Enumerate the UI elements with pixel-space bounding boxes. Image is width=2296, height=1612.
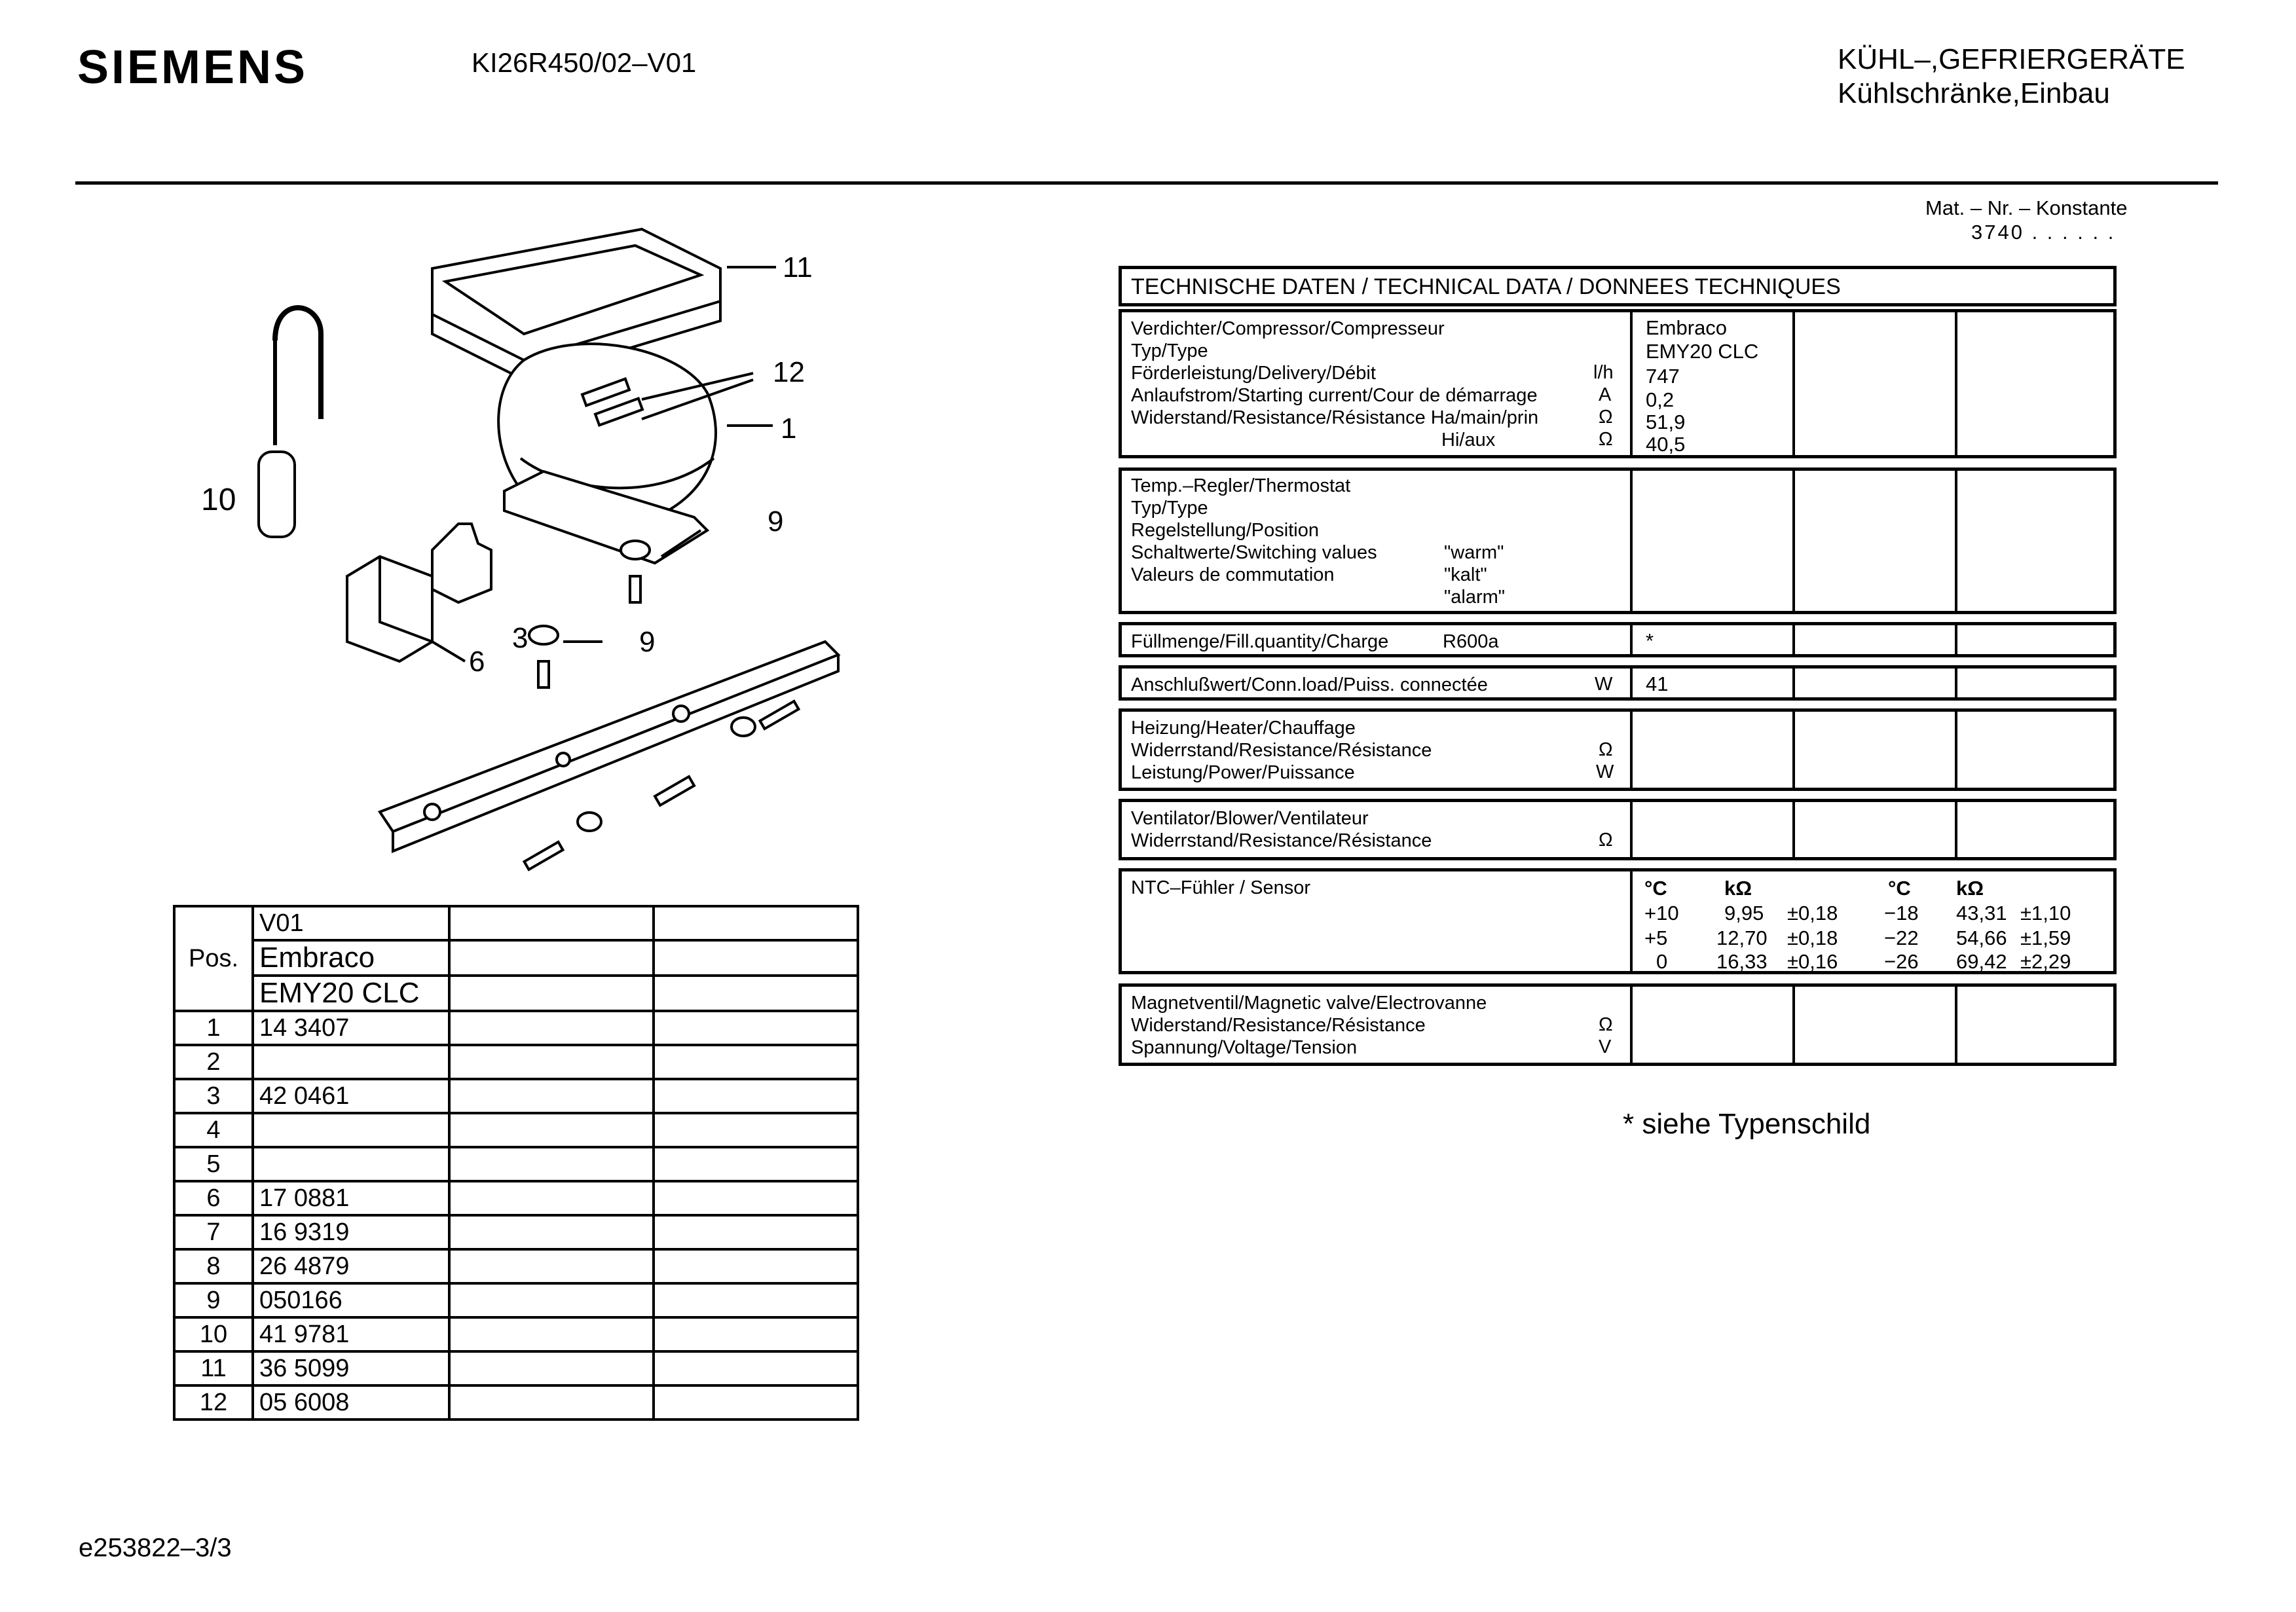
- ntc-cell: +10: [1644, 902, 1679, 925]
- part-number: 42 0461: [253, 1079, 449, 1113]
- unit-label: V: [1599, 1036, 1612, 1057]
- table-row: [174, 1249, 858, 1283]
- thermostat-line: Valeurs de commutation: [1131, 564, 1335, 585]
- mat-value: 3740 . . . . . .: [1971, 221, 2116, 244]
- model-number: KI26R450/02–V01: [472, 47, 697, 78]
- compressor-current: 0,2: [1646, 388, 1675, 411]
- compressor-type: EMY20 CLC: [1646, 340, 1759, 363]
- version-cell: V01: [253, 906, 449, 940]
- compressor-line: Widerstand/Resistance/Résistance Ha/main/prin: [1131, 407, 1539, 428]
- load-label: Anschlußwert/Conn.load/Puiss. connectée: [1131, 674, 1488, 695]
- table-row: [174, 1079, 858, 1113]
- compressor-line: Verdichter/Compressor/Compresseur: [1131, 318, 1445, 339]
- part-number: 41 9781: [253, 1317, 449, 1351]
- ntc-cell: 16,33: [1716, 950, 1768, 973]
- unit-label: Ω: [1599, 830, 1613, 851]
- ntc-cell: −18: [1884, 902, 1919, 925]
- category-subtitle: Kühlschränke,Einbau: [1838, 77, 2110, 109]
- ntc-cell: −26: [1884, 950, 1919, 973]
- part-number: 26 4879: [253, 1249, 449, 1283]
- ntc-cell: ±1,10: [2020, 902, 2071, 925]
- ntc-cell: 43,31: [1956, 902, 2007, 925]
- header-divider: [75, 181, 2218, 185]
- table-row: [174, 1317, 858, 1351]
- category-title: KÜHL–,GEFRIERGERÄTE: [1838, 43, 2185, 75]
- unit-label: Ω: [1599, 1014, 1613, 1035]
- switch-value: "warm": [1444, 542, 1504, 563]
- switch-value: "alarm": [1444, 587, 1506, 608]
- callout-9a: 9: [768, 505, 784, 538]
- pos-cell: 1: [174, 1011, 253, 1045]
- pos-cell: 11: [174, 1351, 253, 1385]
- part-number: 17 0881: [253, 1181, 449, 1215]
- part-number: 36 5099: [253, 1351, 449, 1385]
- compressor-res-aux: 40,5: [1646, 433, 1686, 456]
- load-value: 41: [1646, 672, 1669, 695]
- ntc-cell: 9,95: [1724, 902, 1764, 925]
- part-number: 05 6008: [253, 1385, 449, 1420]
- ntc-header: kΩ: [1724, 877, 1752, 900]
- ntc-header: °C: [1888, 877, 1911, 900]
- ntc-cell: −22: [1884, 926, 1919, 949]
- part-number: 16 9319: [253, 1215, 449, 1249]
- unit-label: A: [1599, 384, 1612, 405]
- compressor-maker: Embraco: [1646, 316, 1728, 339]
- pos-cell: 3: [174, 1079, 253, 1113]
- ntc-header: °C: [1644, 877, 1667, 900]
- tech-data-title-box: [1119, 266, 2117, 306]
- valve-line: Spannung/Voltage/Tension: [1131, 1037, 1358, 1058]
- pos-cell: 9: [174, 1283, 253, 1317]
- table-row: [174, 1147, 858, 1181]
- exploded-parts-diagram: [183, 210, 864, 877]
- ntc-cell: 12,70: [1716, 926, 1768, 949]
- pos-cell: 4: [174, 1113, 253, 1147]
- heater-block: [1119, 708, 2117, 791]
- ntc-block: [1119, 868, 2117, 974]
- pos-header: Pos.: [174, 906, 253, 1011]
- part-number: [253, 1147, 449, 1181]
- pos-cell: 8: [174, 1249, 253, 1283]
- pos-cell: 10: [174, 1317, 253, 1351]
- table-row: [174, 1011, 858, 1045]
- unit-label: Ω: [1599, 429, 1613, 450]
- charge-label: Füllmenge/Fill.quantity/Charge: [1131, 631, 1389, 652]
- pos-cell: 12: [174, 1385, 253, 1420]
- thermostat-block: [1119, 467, 2117, 614]
- part-number: 050166: [253, 1283, 449, 1317]
- ntc-cell: 54,66: [1956, 926, 2007, 949]
- pos-cell: 5: [174, 1147, 253, 1181]
- document-code: e253822–3/3: [79, 1533, 232, 1562]
- ntc-values: [1633, 871, 2115, 971]
- table-row: [174, 1181, 858, 1215]
- unit-label: W: [1595, 674, 1613, 695]
- valve-line: Widerstand/Resistance/Résistance: [1131, 1015, 1426, 1036]
- part-number: 14 3407: [253, 1011, 449, 1045]
- ntc-cell: +5: [1644, 926, 1668, 949]
- unit-label: W: [1596, 761, 1614, 782]
- callout-9b: 9: [639, 626, 656, 658]
- mat-label: Mat. – Nr. – Konstante: [1925, 196, 2128, 219]
- ntc-cell: 0: [1656, 950, 1668, 973]
- pos-cell: 2: [174, 1045, 253, 1079]
- callout-11: 11: [783, 251, 813, 284]
- part-number: [253, 1113, 449, 1147]
- callout-10: 10: [201, 483, 236, 517]
- blower-line: Widerrstand/Resistance/Résistance: [1131, 830, 1432, 851]
- thermostat-line: Regelstellung/Position: [1131, 520, 1319, 541]
- type-cell: EMY20 CLC: [253, 976, 449, 1011]
- thermostat-line: Temp.–Regler/Thermostat: [1131, 475, 1351, 496]
- charge-value: *: [1646, 629, 1654, 652]
- load-block: [1119, 665, 2117, 701]
- heater-line: Heizung/Heater/Chauffage: [1131, 718, 1356, 739]
- heater-line: Widerrstand/Resistance/Résistance: [1131, 740, 1432, 761]
- charge-block: [1119, 622, 2117, 657]
- table-row: [174, 1385, 858, 1420]
- compressor-delivery: 747: [1646, 365, 1680, 388]
- table-row: [174, 1045, 858, 1079]
- ntc-cell: ±0,16: [1787, 950, 1838, 973]
- pos-cell: 6: [174, 1181, 253, 1215]
- ntc-header: kΩ: [1956, 877, 1984, 900]
- pos-cell: 7: [174, 1215, 253, 1249]
- brand-logo: SIEMENS: [77, 41, 308, 94]
- ntc-cell: ±0,18: [1787, 926, 1838, 949]
- parts-table: [173, 905, 859, 1421]
- ntc-cell: ±2,29: [2020, 950, 2071, 973]
- ntc-cell: 69,42: [1956, 950, 2007, 973]
- nameplate-note: * siehe Typenschild: [1623, 1108, 1871, 1140]
- callout-6: 6: [469, 646, 485, 678]
- compressor-line: Typ/Type: [1131, 340, 1208, 361]
- unit-label: Ω: [1599, 739, 1613, 760]
- valve-line: Magnetventil/Magnetic valve/Electrovanne: [1131, 993, 1487, 1014]
- thermostat-line: Schaltwerte/Switching values: [1131, 542, 1377, 563]
- maker-cell: Embraco: [253, 940, 449, 976]
- thermostat-line: Typ/Type: [1131, 498, 1208, 519]
- tech-data-title: TECHNISCHE DATEN / TECHNICAL DATA / DONNEES TECHNIQUES: [1131, 274, 1841, 299]
- blower-line: Ventilator/Blower/Ventilateur: [1131, 808, 1369, 829]
- ntc-label: NTC–Fühler / Sensor: [1131, 877, 1310, 898]
- table-row: [174, 1215, 858, 1249]
- compressor-res-main: 51,9: [1646, 411, 1686, 433]
- unit-label: l/h: [1593, 362, 1614, 383]
- table-row: [174, 1113, 858, 1147]
- table-row: [174, 1283, 858, 1317]
- compressor-block: [1119, 309, 2117, 458]
- callout-1: 1: [781, 412, 797, 445]
- compressor-line: Anlaufstrom/Starting current/Cour de démarrage: [1131, 385, 1538, 406]
- ntc-cell: ±0,18: [1787, 902, 1838, 925]
- callout-12: 12: [773, 356, 805, 388]
- heater-line: Leistung/Power/Puissance: [1131, 762, 1355, 783]
- valve-block: [1119, 983, 2117, 1066]
- switch-value: "kalt": [1444, 564, 1487, 585]
- compressor-line: Förderleistung/Delivery/Débit: [1131, 363, 1376, 384]
- compressor-line: Hi/aux: [1441, 430, 1496, 450]
- unit-label: Ω: [1599, 407, 1613, 428]
- table-row: [174, 1351, 858, 1385]
- callout-3: 3: [512, 622, 528, 654]
- blower-block: [1119, 799, 2117, 860]
- part-number: [253, 1045, 449, 1079]
- refrigerant: R600a: [1443, 631, 1499, 652]
- ntc-cell: ±1,59: [2020, 926, 2071, 949]
